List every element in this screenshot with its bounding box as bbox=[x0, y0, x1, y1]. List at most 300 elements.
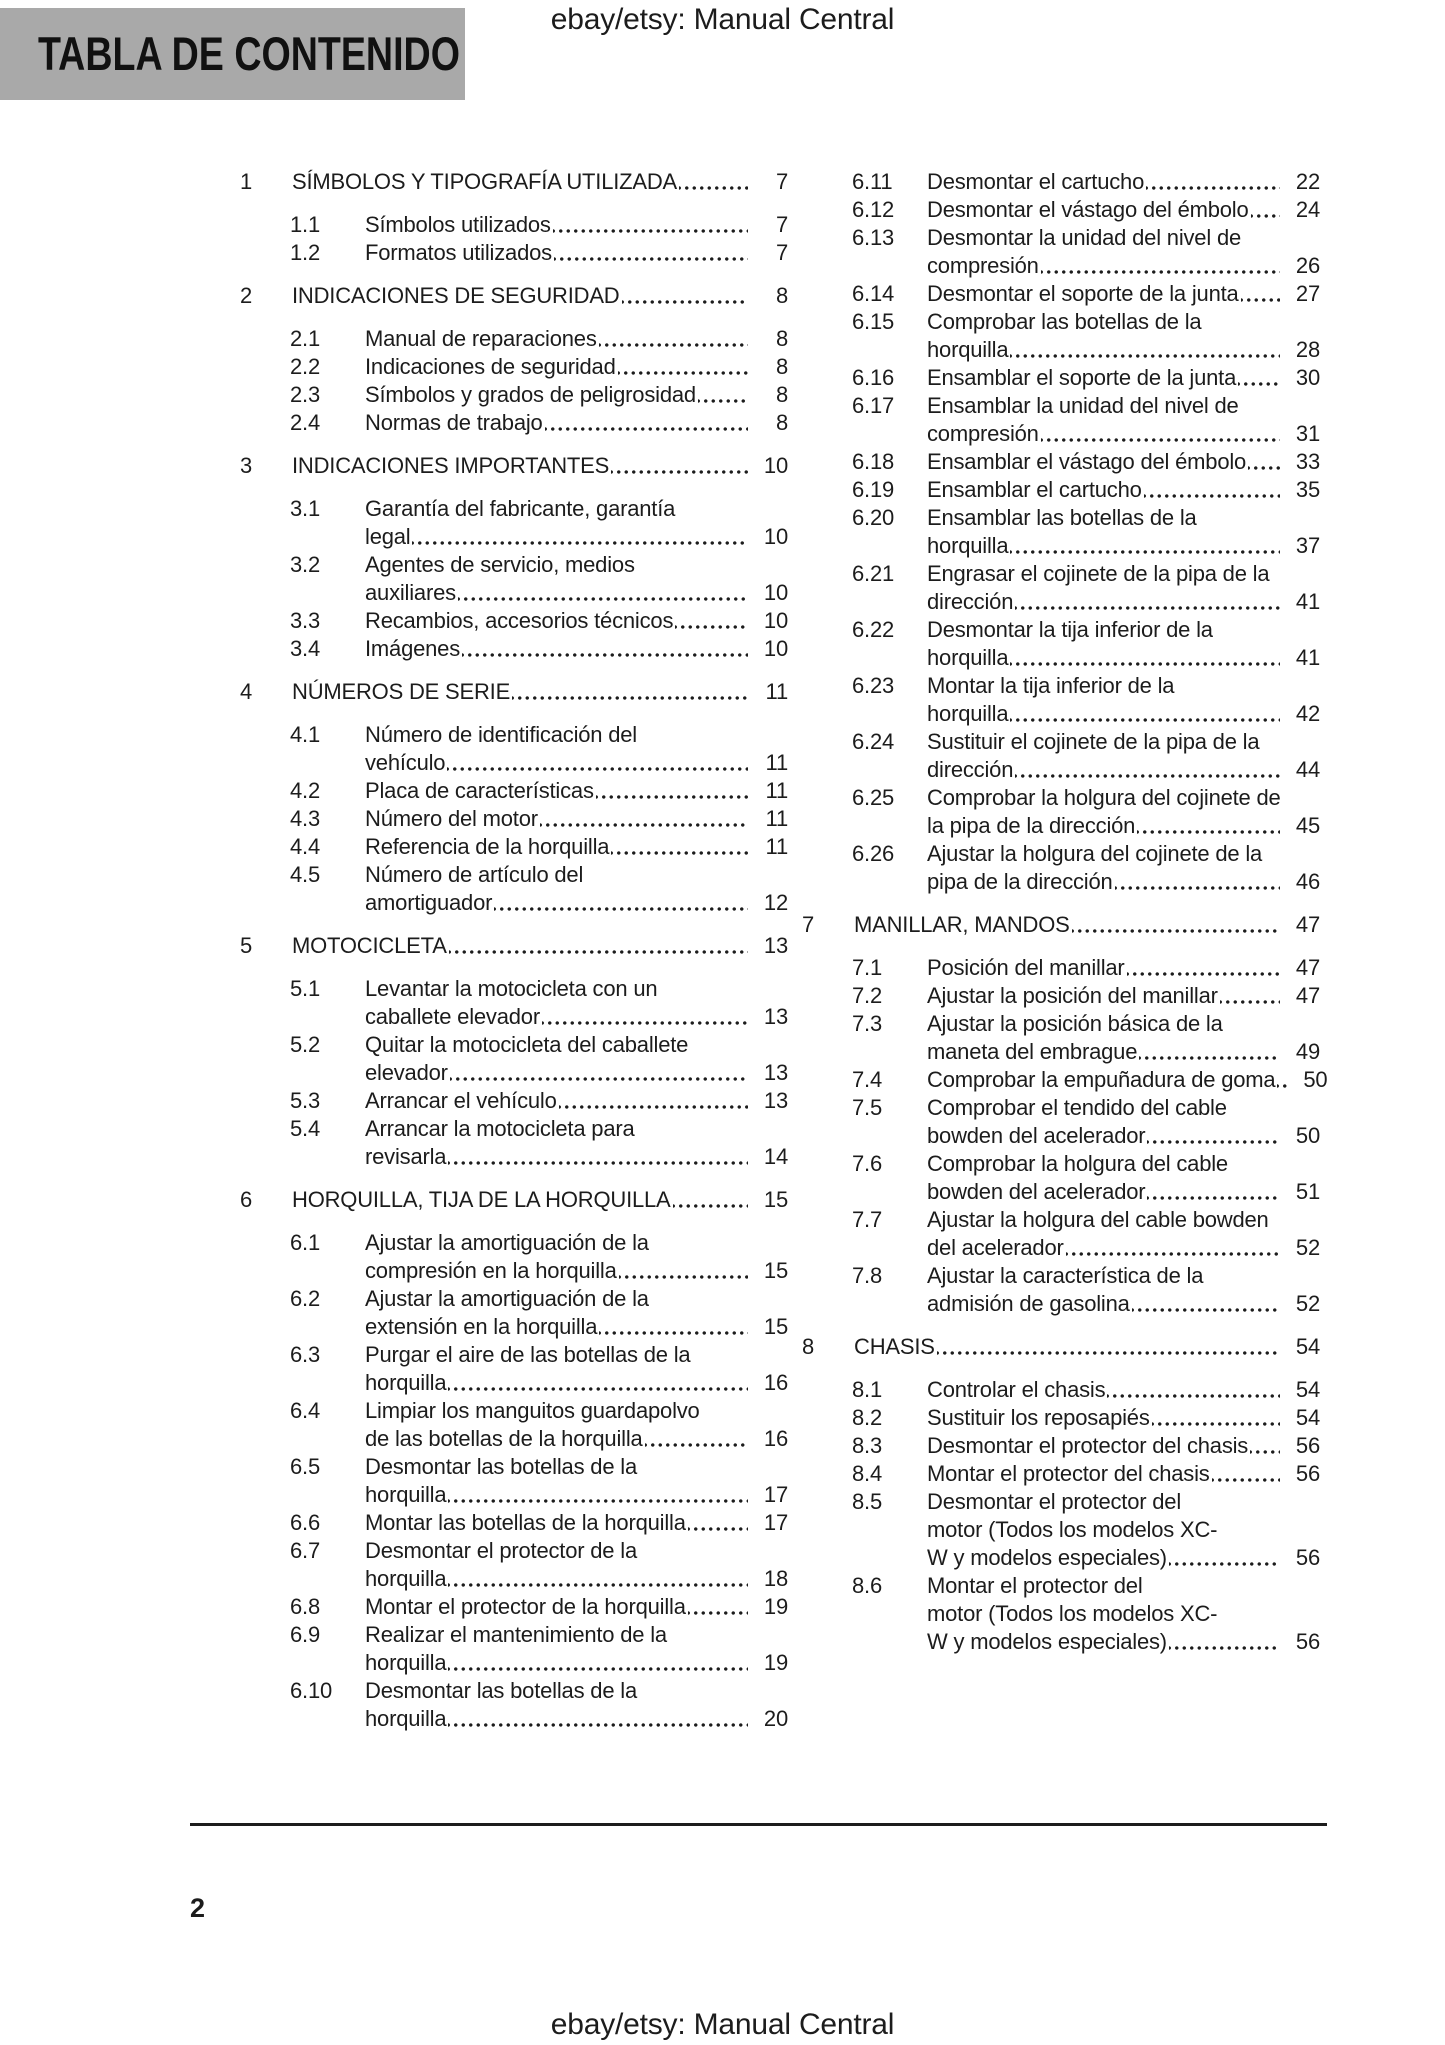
toc-leader-dots bbox=[599, 325, 748, 353]
toc-section-row bbox=[240, 932, 788, 960]
toc-leader-dots bbox=[553, 211, 748, 239]
toc-item-row bbox=[802, 1404, 1320, 1432]
toc-entry-number: 1.1 bbox=[290, 212, 320, 237]
toc-leader-dots bbox=[619, 1257, 748, 1285]
toc-entry-last-line bbox=[365, 833, 788, 861]
toc-leader-dots bbox=[1010, 700, 1280, 728]
toc-entry-number: 6.13 bbox=[852, 225, 895, 250]
toc-page-number: 8 bbox=[775, 410, 788, 435]
toc-leader-dots bbox=[622, 282, 749, 310]
toc-leader-dots bbox=[645, 1425, 748, 1453]
toc-entry-last-line bbox=[927, 812, 1320, 840]
toc-leader-dots bbox=[1212, 1460, 1280, 1488]
toc-item-row bbox=[240, 777, 788, 805]
toc-entry-body bbox=[927, 1404, 1320, 1432]
toc-entry-last-line bbox=[927, 252, 1320, 280]
toc-entry-text: Recambios, accesorios técnicos bbox=[365, 608, 674, 633]
toc-item-row bbox=[802, 1150, 1320, 1206]
toc-entry-last-line bbox=[365, 1593, 788, 1621]
toc-item-row bbox=[802, 392, 1320, 448]
toc-entry-body bbox=[365, 325, 788, 353]
toc-item-row bbox=[240, 1453, 788, 1509]
toc-entry-body bbox=[927, 448, 1320, 476]
toc-entry-number: 6.14 bbox=[852, 281, 895, 306]
toc-page-number: 15 bbox=[763, 1187, 788, 1212]
toc-entry-body bbox=[927, 168, 1320, 196]
toc-item-row bbox=[240, 409, 788, 437]
toc-entry-last-line bbox=[927, 1544, 1320, 1572]
toc-entry-text: SÍMBOLOS Y TIPOGRAFÍA UTILIZADA bbox=[292, 169, 678, 194]
toc-entry-text: INDICACIONES DE SEGURIDAD bbox=[292, 283, 620, 308]
toc-entry-number: 5.3 bbox=[290, 1088, 320, 1113]
toc-entry-text: Desmontar el protector del bbox=[927, 1489, 1182, 1514]
toc-leader-dots bbox=[611, 833, 748, 861]
toc-item-row bbox=[240, 1397, 788, 1453]
toc-entry-text: CHASIS bbox=[854, 1334, 935, 1359]
toc-entry-text: Ensamblar la unidad del nivel de bbox=[927, 393, 1239, 418]
toc-entry-body bbox=[365, 975, 788, 1031]
toc-entry-last-line bbox=[365, 523, 788, 551]
toc-column-left bbox=[240, 168, 788, 1733]
toc-item-row bbox=[802, 616, 1320, 672]
toc-entry-text: horquilla bbox=[927, 533, 1009, 558]
toc-item-row bbox=[802, 982, 1320, 1010]
toc-page-number: 56 bbox=[1295, 1629, 1320, 1654]
toc-entry-last-line bbox=[365, 579, 788, 607]
toc-entry-text: dirección bbox=[927, 757, 1014, 782]
toc-entry-body bbox=[365, 1509, 788, 1537]
toc-leader-dots bbox=[1010, 336, 1280, 364]
toc-entry-body bbox=[927, 1066, 1328, 1094]
toc-entry-text: Montar el protector del chasis bbox=[927, 1461, 1210, 1486]
toc-page-number: 31 bbox=[1295, 421, 1320, 446]
toc-item-row bbox=[240, 1031, 788, 1087]
toc-entry-text: admisión de gasolina bbox=[927, 1291, 1130, 1316]
toc-section-row bbox=[802, 1333, 1320, 1361]
toc-entry-last-line bbox=[927, 448, 1320, 476]
toc-entry-text: horquilla bbox=[365, 1482, 447, 1507]
toc-page-number: 10 bbox=[763, 636, 788, 661]
toc-entry-number: 2.4 bbox=[290, 410, 320, 435]
toc-entry-text: Montar el protector de la horquilla bbox=[365, 1594, 686, 1619]
toc-item-row bbox=[802, 196, 1320, 224]
toc-entry-text: horquilla bbox=[927, 337, 1009, 362]
toc-leader-dots bbox=[688, 1593, 748, 1621]
toc-entry-body bbox=[854, 911, 1320, 939]
toc-entry-number: 6 bbox=[240, 1187, 253, 1212]
toc-page-number: 50 bbox=[1303, 1067, 1328, 1092]
toc-entry-body bbox=[292, 282, 788, 310]
toc-entry-number: 7.1 bbox=[852, 955, 882, 980]
toc-entry-text: horquilla bbox=[365, 1370, 447, 1395]
toc-entry-last-line bbox=[927, 1432, 1320, 1460]
toc-entry-body bbox=[927, 280, 1320, 308]
toc-entry-text: Comprobar el tendido del cable bbox=[927, 1095, 1227, 1120]
toc-entry-body bbox=[365, 1229, 788, 1285]
toc-leader-dots bbox=[618, 353, 748, 381]
toc-leader-dots bbox=[1107, 1376, 1280, 1404]
toc-item-row bbox=[802, 1206, 1320, 1262]
toc-entry-last-line bbox=[854, 911, 1320, 939]
toc-item-row bbox=[802, 1066, 1328, 1094]
toc-entry-last-line bbox=[927, 868, 1320, 896]
toc-page-number: 13 bbox=[763, 933, 788, 958]
toc-entry-text: pipa de la dirección bbox=[927, 869, 1113, 894]
toc-entry-text: Desmontar la tija inferior de la bbox=[927, 617, 1213, 642]
toc-entry-text: revisarla bbox=[365, 1144, 447, 1169]
toc-item-row bbox=[240, 1677, 788, 1733]
toc-entry-number: 6.23 bbox=[852, 673, 895, 698]
toc-entry-text: W y modelos especiales) bbox=[927, 1629, 1167, 1654]
toc-item-row bbox=[802, 1488, 1320, 1572]
toc-item-row bbox=[240, 1537, 788, 1593]
toc-page-number: 8 bbox=[775, 283, 788, 308]
toc-entry-text: Desmontar el cartucho bbox=[927, 169, 1145, 194]
toc-item-row bbox=[802, 1262, 1320, 1318]
toc-entry-text: Imágenes bbox=[365, 636, 461, 661]
toc-item-row bbox=[240, 1509, 788, 1537]
toc-page-number: 19 bbox=[763, 1594, 788, 1619]
toc-entry-body bbox=[927, 560, 1320, 616]
toc-entry-text: Comprobar la holgura del cojinete de bbox=[927, 785, 1281, 810]
toc-page-number: 16 bbox=[763, 1370, 788, 1395]
toc-entry-body bbox=[365, 551, 788, 607]
toc-entry-text: bowden del acelerador bbox=[927, 1179, 1146, 1204]
toc-entry-number: 6.8 bbox=[290, 1594, 320, 1619]
toc-item-row bbox=[802, 1376, 1320, 1404]
toc-page-number: 52 bbox=[1295, 1291, 1320, 1316]
toc-item-row bbox=[802, 280, 1320, 308]
toc-entry-last-line bbox=[365, 1649, 788, 1677]
toc-entry-number: 8.2 bbox=[852, 1405, 882, 1430]
toc-entry-text: bowden del acelerador bbox=[927, 1123, 1146, 1148]
toc-page-number: 20 bbox=[763, 1706, 788, 1731]
toc-entry-last-line bbox=[365, 889, 788, 917]
toc-entry-body bbox=[365, 833, 788, 861]
toc-entry-text: Desmontar las botellas de la bbox=[365, 1454, 637, 1479]
toc-entry-last-line bbox=[365, 1369, 788, 1397]
toc-entry-body bbox=[365, 1621, 788, 1677]
footer-divider-line bbox=[190, 1823, 1327, 1826]
toc-entry-number: 6.7 bbox=[290, 1538, 320, 1563]
toc-entry-text: maneta del embrague bbox=[927, 1039, 1138, 1064]
toc-entry-text: Placa de características bbox=[365, 778, 594, 803]
toc-page-number: 37 bbox=[1295, 533, 1320, 558]
toc-item-row bbox=[802, 560, 1320, 616]
toc-leader-dots bbox=[545, 409, 748, 437]
toc-entry-last-line bbox=[927, 476, 1320, 504]
toc-entry-text: dirección bbox=[927, 589, 1014, 614]
toc-entry-last-line bbox=[927, 1038, 1320, 1066]
toc-entry-text: motor (Todos los modelos XC- bbox=[927, 1517, 1218, 1542]
toc-entry-body bbox=[927, 504, 1320, 560]
toc-entry-body bbox=[365, 1341, 788, 1397]
toc-entry-body bbox=[292, 452, 788, 480]
toc-page-number: 47 bbox=[1295, 912, 1320, 937]
toc-item-row bbox=[802, 840, 1320, 896]
toc-entry-text: Sustituir el cojinete de la pipa de la bbox=[927, 729, 1260, 754]
toc-entry-text: Montar la tija inferior de la bbox=[927, 673, 1175, 698]
toc-item-row bbox=[802, 364, 1320, 392]
toc-entry-body bbox=[854, 1333, 1320, 1361]
table-of-contents bbox=[240, 168, 1328, 1733]
toc-page-number: 13 bbox=[763, 1060, 788, 1085]
toc-entry-number: 6.5 bbox=[290, 1454, 320, 1479]
toc-entry-text: Quitar la motocicleta del caballete bbox=[365, 1032, 689, 1057]
toc-leader-dots bbox=[599, 1313, 748, 1341]
toc-page-number: 46 bbox=[1295, 869, 1320, 894]
toc-entry-body bbox=[927, 1488, 1320, 1572]
toc-leader-dots bbox=[559, 1087, 748, 1115]
toc-leader-dots bbox=[1147, 1178, 1280, 1206]
toc-item-row bbox=[240, 325, 788, 353]
toc-page-number: 8 bbox=[775, 382, 788, 407]
toc-page-number: 7 bbox=[775, 212, 788, 237]
toc-entry-last-line bbox=[854, 1333, 1320, 1361]
toc-page-number: 51 bbox=[1295, 1179, 1320, 1204]
toc-item-row bbox=[240, 975, 788, 1031]
toc-entry-text: compresión bbox=[927, 253, 1039, 278]
toc-entry-text: Normas de trabajo bbox=[365, 410, 543, 435]
toc-entry-text: Número del motor bbox=[365, 806, 538, 831]
toc-section-row bbox=[240, 168, 788, 196]
toc-leader-dots bbox=[1132, 1290, 1280, 1318]
toc-entry-text: la pipa de la dirección bbox=[927, 813, 1136, 838]
toc-entry-last-line bbox=[927, 1628, 1320, 1656]
toc-entry-body bbox=[927, 616, 1320, 672]
toc-entry-number: 8.4 bbox=[852, 1461, 882, 1486]
toc-entry-body bbox=[365, 861, 788, 917]
toc-entry-number: 6.11 bbox=[852, 169, 893, 194]
toc-entry-number: 7.4 bbox=[852, 1067, 882, 1092]
toc-section-row bbox=[240, 678, 788, 706]
toc-page-number: 56 bbox=[1295, 1433, 1320, 1458]
toc-page-number: 11 bbox=[765, 778, 788, 803]
toc-entry-last-line bbox=[927, 644, 1320, 672]
toc-entry-number: 6.25 bbox=[852, 785, 895, 810]
toc-entry-last-line bbox=[927, 280, 1320, 308]
toc-item-row bbox=[802, 448, 1320, 476]
toc-entry-number: 4.5 bbox=[290, 862, 320, 887]
toc-entry-number: 6.21 bbox=[852, 561, 895, 586]
toc-entry-text: W y modelos especiales) bbox=[927, 1545, 1167, 1570]
toc-entry-body bbox=[365, 1115, 788, 1171]
toc-entry-number: 6.1 bbox=[290, 1230, 320, 1255]
toc-entry-body bbox=[927, 840, 1320, 896]
toc-entry-text: compresión en la horquilla bbox=[365, 1258, 617, 1283]
toc-item-row bbox=[802, 1094, 1320, 1150]
toc-entry-text: Realizar el mantenimiento de la bbox=[365, 1622, 667, 1647]
toc-item-row bbox=[240, 721, 788, 777]
toc-entry-number: 6.3 bbox=[290, 1342, 320, 1367]
toc-item-row bbox=[240, 805, 788, 833]
toc-entry-last-line bbox=[292, 452, 788, 480]
toc-item-row bbox=[240, 239, 788, 267]
toc-entry-last-line bbox=[927, 336, 1320, 364]
toc-entry-last-line bbox=[927, 196, 1320, 224]
toc-entry-body bbox=[927, 308, 1320, 364]
toc-entry-last-line bbox=[365, 805, 788, 833]
toc-entry-text: Montar las botellas de la horquilla bbox=[365, 1510, 686, 1535]
toc-page-number: 22 bbox=[1295, 169, 1320, 194]
toc-page-number: 8 bbox=[775, 326, 788, 351]
toc-page-number: 15 bbox=[763, 1314, 788, 1339]
toc-entry-number: 7.2 bbox=[852, 983, 882, 1008]
toc-entry-text: Ensamblar las botellas de la bbox=[927, 505, 1197, 530]
toc-entry-text: elevador bbox=[365, 1060, 448, 1085]
toc-entry-number: 6.20 bbox=[852, 505, 895, 530]
toc-leader-dots bbox=[1169, 1628, 1280, 1656]
toc-column-right bbox=[802, 168, 1328, 1733]
toc-page-number: 47 bbox=[1295, 983, 1320, 1008]
toc-entry-last-line bbox=[365, 1143, 788, 1171]
toc-page-number: 54 bbox=[1295, 1334, 1320, 1359]
toc-entry-body bbox=[365, 721, 788, 777]
toc-page-number: 17 bbox=[763, 1510, 788, 1535]
toc-leader-dots bbox=[1248, 448, 1280, 476]
toc-item-row bbox=[240, 1229, 788, 1285]
toc-entry-last-line bbox=[927, 168, 1320, 196]
document-footer-title: ebay/etsy: Manual Central bbox=[550, 2008, 895, 2041]
toc-entry-text: Referencia de la horquilla bbox=[365, 834, 610, 859]
toc-entry-body bbox=[365, 239, 788, 267]
toc-entry-number: 2.1 bbox=[290, 326, 320, 351]
toc-entry-text: de las botellas de la horquilla bbox=[365, 1426, 643, 1451]
toc-page-number: 10 bbox=[763, 453, 788, 478]
toc-entry-number: 8.5 bbox=[852, 1489, 882, 1514]
toc-leader-dots bbox=[448, 1481, 748, 1509]
toc-entry-number: 6.22 bbox=[852, 617, 895, 642]
toc-page-number: 19 bbox=[763, 1650, 788, 1675]
toc-leader-dots bbox=[1147, 1122, 1280, 1150]
toc-section-row bbox=[240, 1186, 788, 1214]
toc-entry-number: 6.10 bbox=[290, 1678, 333, 1703]
toc-entry-last-line bbox=[292, 282, 788, 310]
toc-entry-text: Desmontar el protector de la bbox=[365, 1538, 637, 1563]
toc-entry-number: 6.4 bbox=[290, 1398, 320, 1423]
toc-entry-last-line bbox=[365, 777, 788, 805]
toc-page-number: 44 bbox=[1295, 757, 1320, 782]
toc-page-number: 33 bbox=[1295, 449, 1320, 474]
toc-entry-text: Manual de reparaciones bbox=[365, 326, 597, 351]
toc-entry-text: horquilla bbox=[365, 1566, 447, 1591]
toc-leader-dots bbox=[675, 607, 748, 635]
toc-item-row bbox=[240, 1593, 788, 1621]
toc-entry-number: 6.12 bbox=[852, 197, 895, 222]
toc-entry-number: 1 bbox=[240, 169, 253, 194]
toc-page-number: 26 bbox=[1295, 253, 1320, 278]
toc-entry-text: horquilla bbox=[365, 1706, 447, 1731]
toc-entry-body bbox=[927, 1572, 1320, 1656]
toc-entry-number: 6.26 bbox=[852, 841, 895, 866]
toc-entry-text: del acelerador bbox=[927, 1235, 1064, 1260]
toc-entry-body bbox=[365, 495, 788, 551]
toc-entry-body bbox=[365, 1453, 788, 1509]
toc-item-row bbox=[802, 1460, 1320, 1488]
toc-leader-dots bbox=[1015, 588, 1280, 616]
toc-item-row bbox=[802, 1010, 1320, 1066]
toc-leader-dots bbox=[698, 381, 748, 409]
toc-heading-label: TABLA DE CONTENIDO bbox=[38, 27, 460, 80]
toc-item-row bbox=[802, 476, 1320, 504]
toc-entry-body bbox=[365, 353, 788, 381]
toc-entry-text: Comprobar las botellas de la bbox=[927, 309, 1202, 334]
toc-entry-body bbox=[292, 932, 788, 960]
toc-item-row bbox=[240, 1341, 788, 1397]
toc-entry-text: NÚMEROS DE SERIE bbox=[292, 679, 511, 704]
toc-entry-number: 3.2 bbox=[290, 552, 320, 577]
toc-item-row bbox=[240, 1087, 788, 1115]
toc-entry-text: Posición del manillar bbox=[927, 955, 1125, 980]
toc-entry-number: 2 bbox=[240, 283, 253, 308]
toc-section-row bbox=[240, 452, 788, 480]
toc-entry-body bbox=[365, 805, 788, 833]
toc-entry-body bbox=[365, 635, 788, 663]
toc-leader-dots bbox=[449, 932, 748, 960]
toc-page-number: 56 bbox=[1295, 1461, 1320, 1486]
toc-leader-dots bbox=[1137, 812, 1280, 840]
toc-entry-number: 8.1 bbox=[852, 1377, 882, 1402]
toc-entry-last-line bbox=[927, 1404, 1320, 1432]
toc-leader-dots bbox=[554, 239, 748, 267]
toc-entry-body bbox=[927, 392, 1320, 448]
toc-page-number: 41 bbox=[1295, 645, 1320, 670]
toc-entry-number: 4.4 bbox=[290, 834, 320, 859]
toc-entry-text: horquilla bbox=[927, 645, 1009, 670]
toc-page-number: 54 bbox=[1295, 1377, 1320, 1402]
toc-entry-last-line bbox=[365, 607, 788, 635]
toc-entry-body bbox=[927, 728, 1320, 784]
toc-leader-dots bbox=[1238, 364, 1280, 392]
toc-leader-dots bbox=[1152, 1404, 1280, 1432]
toc-entry-text: Ajustar la holgura del cable bowden bbox=[927, 1207, 1269, 1232]
toc-entry-last-line bbox=[365, 409, 788, 437]
toc-leader-dots bbox=[462, 635, 748, 663]
toc-entry-body bbox=[365, 211, 788, 239]
toc-entry-last-line bbox=[365, 239, 788, 267]
toc-entry-number: 1.2 bbox=[290, 240, 320, 265]
toc-item-row bbox=[240, 381, 788, 409]
toc-entry-text: MANILLAR, MANDOS bbox=[854, 912, 1070, 937]
toc-entry-number: 4 bbox=[240, 679, 253, 704]
toc-entry-last-line bbox=[365, 353, 788, 381]
toc-leader-dots bbox=[1072, 911, 1280, 939]
toc-leader-dots bbox=[673, 1186, 748, 1214]
toc-entry-last-line bbox=[365, 635, 788, 663]
toc-entry-number: 7.8 bbox=[852, 1263, 882, 1288]
toc-page-number: 11 bbox=[765, 679, 788, 704]
toc-leader-dots bbox=[1010, 532, 1280, 560]
toc-page-number: 27 bbox=[1295, 281, 1320, 306]
toc-item-row bbox=[240, 551, 788, 607]
toc-entry-body bbox=[927, 1460, 1320, 1488]
toc-entry-last-line bbox=[365, 381, 788, 409]
toc-leader-dots bbox=[1015, 756, 1280, 784]
toc-entry-body bbox=[927, 1010, 1320, 1066]
toc-entry-number: 6.19 bbox=[852, 477, 895, 502]
toc-page-number: 52 bbox=[1295, 1235, 1320, 1260]
toc-entry-number: 4.1 bbox=[290, 722, 320, 747]
toc-entry-number: 5 bbox=[240, 933, 253, 958]
toc-leader-dots bbox=[448, 1649, 748, 1677]
toc-entry-last-line bbox=[365, 1509, 788, 1537]
toc-entry-number: 8 bbox=[802, 1334, 815, 1359]
toc-entry-number: 6.24 bbox=[852, 729, 895, 754]
toc-item-row bbox=[240, 635, 788, 663]
toc-item-row bbox=[802, 954, 1320, 982]
toc-entry-text: Controlar el chasis bbox=[927, 1377, 1106, 1402]
toc-entry-last-line bbox=[927, 420, 1320, 448]
